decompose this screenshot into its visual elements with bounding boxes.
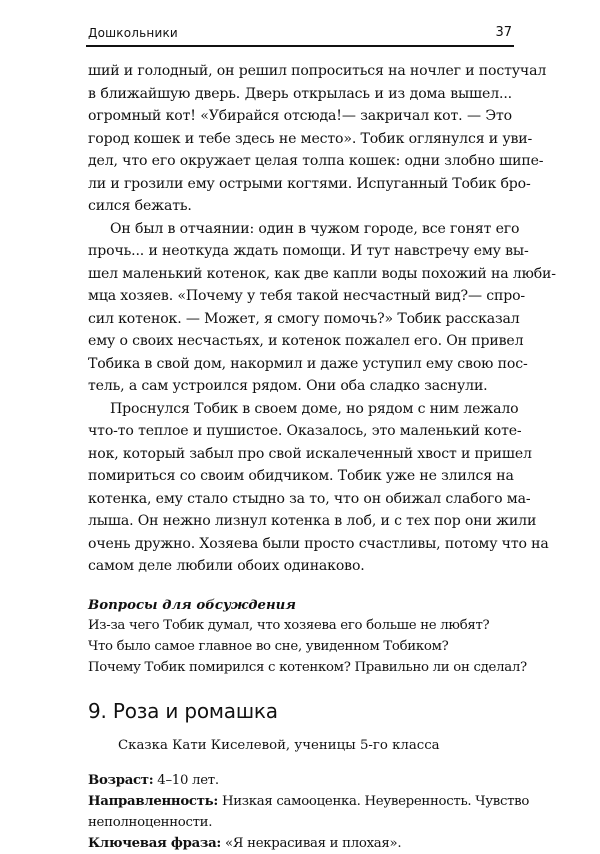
discussion-questions (88, 596, 527, 678)
header-rule (86, 45, 514, 47)
text-line: очень дружно. Хозяева были просто счастливы, потому что на (88, 535, 549, 552)
question-item: Что было самое главное во сне, увиденном Тобиком? (88, 638, 449, 654)
text-line: город кошек и тебе здесь не место». Тобик оглянулся и уви- (88, 130, 533, 147)
text-line: ему о своих несчастьях, и котенок пожалел его. Он привел (88, 333, 524, 349)
paragraph-2 (88, 218, 556, 398)
direction-value: Низкая самооценка. Неуверенность. Чувство (218, 793, 530, 809)
meta-key-phrase (88, 833, 512, 854)
text-line: прочь... и неоткуда ждать помощи. И тут навстречу ему вы- (88, 243, 529, 259)
text-line: нок, который забыл про свой искалеченный хвост и пришел (88, 445, 532, 462)
text-line: сился бежать. (88, 198, 192, 214)
direction-label: Направленность: (88, 793, 219, 809)
page-number: 37 (495, 25, 512, 40)
section-title: Дошкольники (88, 26, 178, 40)
meta-direction-cont: неполноценности. (88, 814, 213, 830)
text-line: тель, а сам устроился рядом. Они оба сладко заснули. (88, 378, 488, 394)
text-line: Он был в отчаянии: один в чужом городе, все гонят его (110, 220, 520, 237)
text-line: что-то теплое и пушистое. Оказалось, это маленький коте- (88, 423, 522, 439)
text-line: Тобика в свой дом, накормил и даже уступил ему свою пос- (88, 355, 528, 372)
story-meta (88, 770, 530, 854)
text-line: помириться со своим обидчиком. Тобик уже не злился на (88, 468, 514, 484)
text-line: в ближайшую дверь. Дверь открылась и из дома вышел... (88, 85, 512, 102)
questions-title: Вопросы для обсуждения (88, 597, 296, 613)
page-body (88, 60, 556, 854)
text-line: ли и грозили ему острыми когтями. Испуганный Тобик бро- (88, 175, 531, 192)
text-line: шел маленький котенок, как две капли воды похожий на люби- (88, 265, 556, 282)
text-line: ший и голодный, он решил попроситься на ночлег и постучал (88, 63, 547, 79)
text-line: сил котенок. — Может, я смогу помочь?» Тобик рассказал (88, 310, 520, 327)
age-label: Возраст: (88, 772, 154, 788)
text-line: лыша. Он нежно лизнул котенка в лоб, и с тех пор они жили (88, 513, 537, 529)
text-line: Проснулся Тобик в своем доме, но рядом с ним лежало (110, 400, 519, 417)
meta-age (88, 770, 512, 791)
paragraph-1 (88, 60, 547, 218)
paragraph-3 (88, 398, 549, 578)
text-line: огромный кот! «Убирайся отсюда!— закричал кот. — Это (88, 108, 512, 124)
text-line: котенка, ему стало стыдно за то, что он обижал слабого ма- (88, 490, 531, 507)
key-phrase-value: «Я некрасивая и плохая». (221, 835, 402, 851)
question-item: Из-за чего Тобик думал, что хозяева его больше не любят? (88, 617, 490, 633)
key-phrase-label: Ключевая фраза: (88, 835, 222, 851)
text-line: самом деле любили обоих одинаково. (88, 558, 365, 574)
text-line: мца хозяев. «Почему у тебя такой несчастный вид?— спро- (88, 288, 526, 304)
chapter-title: 9. Роза и ромашка (88, 698, 278, 723)
meta-direction (88, 791, 530, 812)
page-header (88, 20, 512, 40)
text-line: дел, что его окружает целая толпа кошек: одни злобно шипе- (88, 153, 544, 169)
age-value: 4–10 лет. (153, 772, 219, 788)
chapter-subtitle: Сказка Кати Киселевой, ученицы 5-го класса (118, 737, 440, 753)
question-item: Почему Тобик помирился с котенком? Правильно ли он сделал? (88, 659, 527, 675)
